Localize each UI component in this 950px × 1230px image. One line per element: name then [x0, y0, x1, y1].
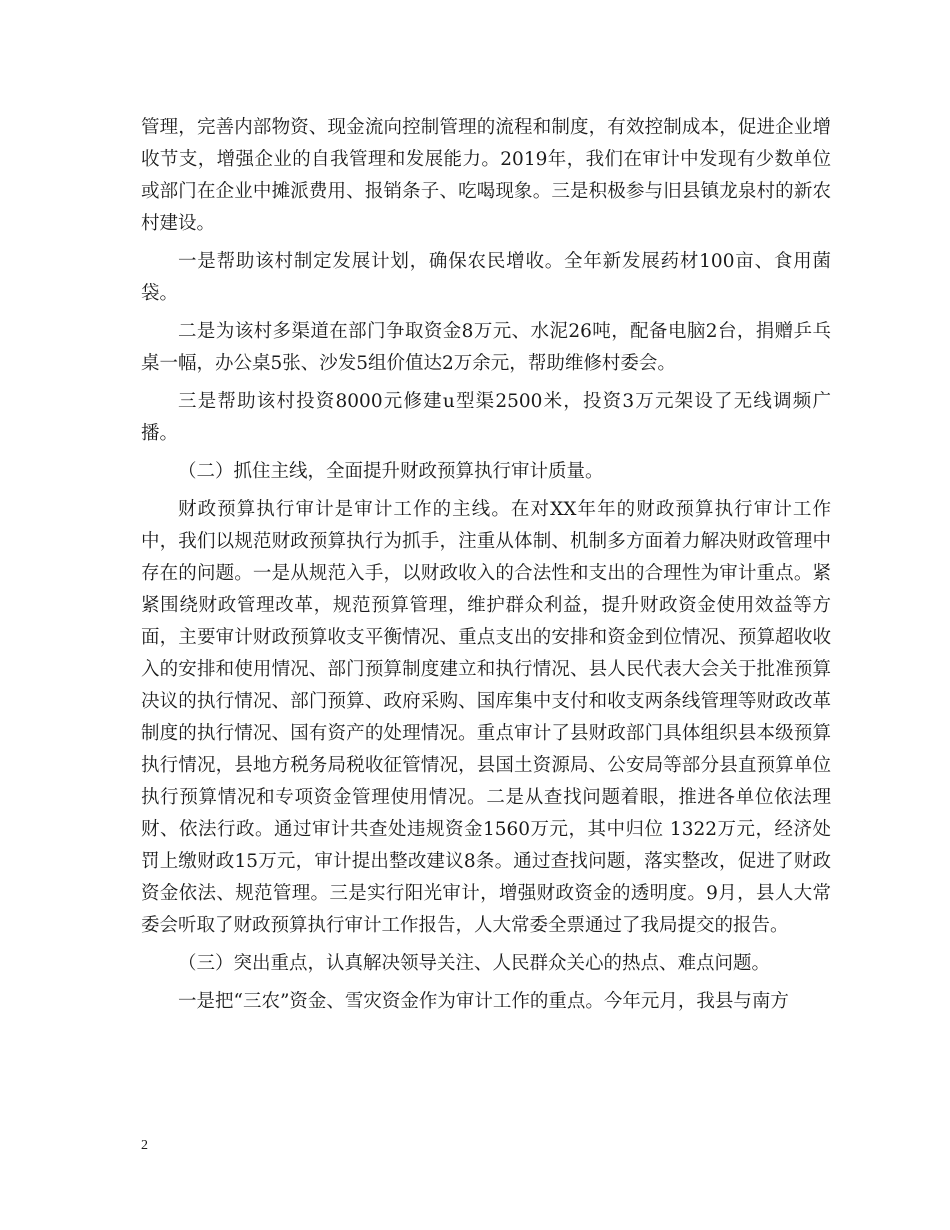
page-number: 2 [141, 1138, 148, 1153]
paragraph-continuation: 管理，完善内部物资、现金流向控制管理的流程和制度，有效控制成本，促进企业增收节支，增强企业的自我管理和发展能力。2019年，我们在审计中发现有少数单位或部门在企业中摊派费用、报销条子、吃喝现象。三是积极参与旧县镇龙泉村的新农村建设。 [141, 117, 831, 234]
paragraph-village-funding: 二是为该村多渠道在部门争取资金8万元、水泥26吨，配备电脑2台，捐赠乒乓桌一幅，办公桌5张、沙发5组价值达2万余元，帮助维修村委会。 [141, 321, 831, 374]
document-body [141, 112, 831, 1018]
paragraph-budget-audit: 财政预算执行审计是审计工作的主线。在对XX年年的财政预算执行审计工作中，我们以规范财政预算执行为抓手，注重从体制、机制多方面着力解决财政管理中存在的问题。一是从规范入手，以财政收入的合法性和支出的合理性为审计重点。紧紧围绕财政管理改革，规范预算管理，维护群众利益，提升财政资金使用效益等方面，主要审计财政预算收支平衡情况、重点支出的安排和资金到位情况、预算超收收入的安排和使用情况、部门预算制度建立和执行情况、县人民代表大会关于批准预算决议的执行情况、部门预算、政府采购、国库集中支付和收支两条线管理等财政改革制度的执行情况、国有资产的处理情况。重点审计了县财政部门具体组织县本级预算执行情况，县地方税务局税收征管情况，县国土资源局、公安局等部分县直预算单位执行预算情况和专项资金管理使用情况。二是从查找问题着眼，推进各单位依法理财、依法行政。通过审计共查处违规资金1560万元，其中归位 1322万元，经济处罚上缴财政15万元，审计提出整改建议8条。通过查找问题，落实整改，促进了财政资金依法、规范管理。三是实行阳光审计，增强财政资金的透明度。9月，县人大常委会听取了财政预算执行审计工作报告，人大常委全票通过了我局提交的报告。 [141, 499, 831, 936]
section-heading-two: （二）抓住主线，全面提升财政预算执行审计质量。 [178, 461, 604, 482]
section-heading-three: （三）突出重点，认真解决领导关注、人民群众关心的热点、难点问题。 [178, 953, 771, 974]
paragraph-agriculture-funds: 一是把“三农”资金、雪灾资金作为审计工作的重点。今年元月，我县与南方 [178, 991, 789, 1012]
paragraph-village-investment: 三是帮助该村投资8000元修建u型渠2500米，投资3万元架设了无线调频广播。 [141, 391, 831, 444]
paragraph-village-plan: 一是帮助该村制定发展计划，确保农民增收。全年新发展药材100亩、食用菌袋。 [141, 251, 831, 304]
